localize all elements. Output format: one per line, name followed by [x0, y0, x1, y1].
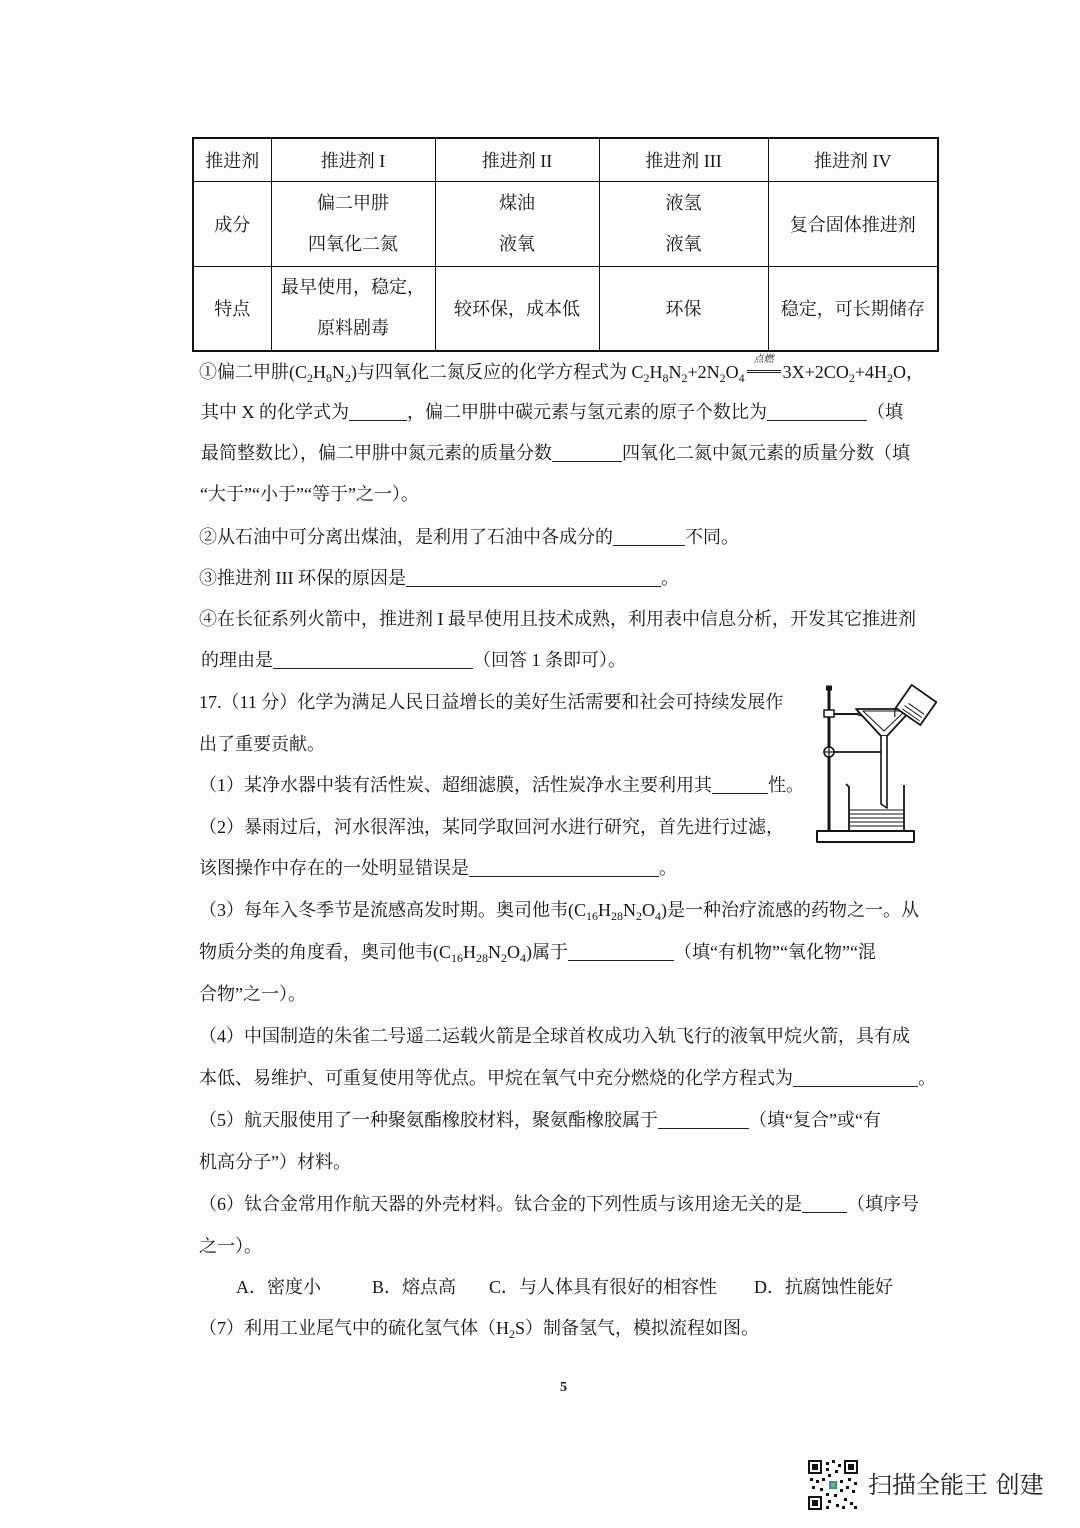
text: （填 — [867, 402, 903, 422]
text: +4H — [854, 362, 887, 382]
table-row-composition — [193, 181, 938, 266]
text: S）制备氢气，模拟流程如图。 — [515, 1318, 760, 1338]
q16-line-3 — [201, 441, 910, 465]
text: ①偏二甲肼(C — [199, 362, 307, 382]
answer-blank — [568, 943, 674, 961]
subscript: 2 — [886, 371, 893, 385]
propellant-table — [192, 137, 939, 352]
header-cell-propellant-1: 推进剂 I — [271, 138, 435, 181]
text: O — [725, 362, 739, 382]
header-cell-propellant-4: 推进剂 IV — [768, 138, 938, 181]
text: 的理由是 — [201, 650, 273, 670]
cell-line: 液氧 — [665, 233, 702, 254]
text: 。 — [659, 858, 677, 878]
text: 不同。 — [685, 527, 739, 547]
table-cell: 环保 — [599, 266, 768, 351]
text: 物质分类的角度看，奥司他韦(C — [199, 942, 451, 962]
table-cell: 稳定，可长期储存 — [768, 266, 938, 351]
subscript: 4 — [520, 951, 526, 965]
q16-line-7: ④在长征系列火箭中，推进剂 I 最早使用且技术成熟，利用表中信息分析，开发其它推进剂 — [199, 609, 916, 629]
q17-line-12: 机高分子”）材料。 — [199, 1152, 351, 1172]
q17-line-13 — [199, 1192, 919, 1216]
header-cell-propellant-2: 推进剂 II — [435, 138, 599, 181]
text: N — [332, 362, 345, 382]
table-cell: 复合固体推进剂 — [768, 181, 938, 266]
text: H — [313, 362, 326, 382]
text: N — [623, 900, 636, 920]
q17-line-15 — [199, 1316, 759, 1340]
scanner-watermark: 扫描全能王 创建 — [868, 1471, 1044, 1499]
row-label-features: 特点 — [193, 266, 271, 351]
subscript: 2 — [509, 1327, 515, 1341]
subscript: 4 — [655, 909, 661, 923]
q17-line-10 — [199, 1066, 936, 1090]
cell-line: 最早使用，稳定， — [281, 277, 425, 298]
text: +2N — [687, 362, 720, 382]
qr-code-icon — [808, 1460, 858, 1510]
text: )属于 — [526, 942, 568, 962]
option-a: A．密度小 — [236, 1277, 321, 1297]
subscript: 4 — [738, 371, 745, 385]
answer-blank — [658, 1111, 749, 1129]
q17-line-9: （4）中国制造的朱雀二号遥二运载火箭是全球首枚成功入轨飞行的液氧甲烷火箭，具有成 — [199, 1026, 910, 1046]
answer-blank — [767, 403, 867, 421]
text: O — [642, 900, 655, 920]
text: （回答 1 条即可）。 — [473, 650, 626, 670]
text: ，偏二甲肼中碳元素与氢元素的原子个数比为 — [407, 402, 767, 422]
table-cell — [271, 266, 435, 351]
cell-line: 四氧化二氮 — [308, 233, 398, 254]
q17-line-8: 合物”之一）。 — [199, 984, 306, 1004]
answer-blank — [349, 403, 407, 421]
option-d: D．抗腐蚀性能好 — [754, 1277, 893, 1297]
q16-line-8 — [201, 648, 626, 672]
text: )是一种治疗流感的药物之一。从 — [661, 900, 919, 920]
text: N — [668, 362, 682, 382]
header-cell-propellant-3: 推进剂 III — [599, 138, 768, 181]
subscript: 2 — [501, 951, 507, 965]
subscript: 2 — [719, 371, 726, 385]
q16-line-6 — [199, 566, 679, 590]
table-cell — [271, 181, 435, 266]
option-b: B．熔点高 — [372, 1277, 457, 1297]
q17-line-7 — [199, 940, 876, 964]
subscript: 2 — [848, 371, 855, 385]
answer-blank — [469, 859, 659, 877]
text: N — [488, 942, 501, 962]
subscript: 16 — [586, 909, 598, 923]
text: 该图操作中存在的一处明显错误是 — [199, 858, 469, 878]
text: 性。 — [768, 775, 804, 795]
answer-blank — [712, 776, 768, 794]
text: 四氧化二氮中氮元素的质量分数（填 — [622, 443, 910, 463]
table-cell — [599, 181, 768, 266]
q17-line-1: 17.（11 分）化学为满足人民日益增长的美好生活需要和社会可持续发展作 — [199, 692, 784, 712]
text: 本低、易维护、可重复使用等优点。甲烷在氧气中充分燃烧的化学方程式为 — [199, 1068, 793, 1088]
text: O — [507, 942, 520, 962]
filtration-apparatus-icon — [810, 684, 940, 849]
cell-line: 原料剧毒 — [317, 318, 389, 339]
subscript: 8 — [326, 371, 332, 385]
subscript: 8 — [662, 371, 669, 385]
answer-blank — [552, 444, 622, 462]
text: ③推进剂 III 环保的原因是 — [199, 568, 406, 588]
subscript: 2 — [307, 371, 313, 385]
text: （6）钛合金常用作航天器的外壳材料。钛合金的下列性质与该用途无关的是 — [199, 1194, 802, 1214]
text: （7）利用工业尾气中的硫化氢气体（H — [199, 1318, 509, 1338]
subscript: 28 — [611, 909, 623, 923]
text: 最简整数比），偏二甲肼中氮元素的质量分数 — [201, 443, 552, 463]
answer-blank — [793, 1069, 918, 1087]
q17-line-11 — [199, 1108, 881, 1132]
cell-line: 液氢 — [665, 192, 702, 213]
table-cell: 较环保，成本低 — [435, 266, 599, 351]
text: ②从石油中可分离出煤油，是利用了石油中各成分的 — [199, 527, 613, 547]
text: （填“有机物”“氧化物”“混 — [674, 942, 876, 962]
page-number: 5 — [560, 1380, 567, 1395]
answer-blank — [273, 651, 473, 669]
q16-line-5 — [199, 525, 739, 549]
text: 3X+2CO — [782, 362, 849, 382]
subscript: 2 — [345, 371, 351, 385]
text: 。 — [918, 1068, 936, 1088]
text: （填“复合”或“有 — [749, 1110, 881, 1130]
table-header-row — [193, 138, 938, 181]
cell-line: 液氧 — [499, 233, 535, 254]
cell-line: 偏二甲肼 — [317, 192, 389, 213]
text: )与四氧化二氮反应的化学方程式为 C — [351, 362, 644, 382]
text: （3）每年入冬季节是流感高发时期。奥司他韦(C — [199, 900, 586, 920]
option-c: C．与人体具有很好的相容性 — [489, 1277, 718, 1297]
q17-line-14: 之一）。 — [199, 1236, 262, 1256]
q17-line-2: 出了重要贡献。 — [199, 734, 325, 754]
text: H — [463, 942, 476, 962]
header-cell-propellant: 推进剂 — [193, 138, 271, 181]
answer-blank — [613, 528, 685, 546]
subscript: 2 — [643, 371, 650, 385]
text: （1）某净水器中装有活性炭、超细滤膜，活性炭净水主要利用其 — [199, 775, 712, 795]
cell-line: 煤油 — [499, 192, 535, 213]
reaction-arrow — [747, 354, 781, 380]
answer-blank — [802, 1195, 847, 1213]
row-label-composition: 成分 — [193, 181, 271, 266]
q17-line-5 — [199, 856, 677, 880]
q17-line-4: （2）暴雨过后，河水很浑浊，某同学取回河水进行研究，首先进行过滤， — [199, 817, 784, 837]
subscript: 16 — [451, 951, 463, 965]
text: （5）航天服使用了一种聚氨酯橡胶材料，聚氨酯橡胶属于 — [199, 1110, 658, 1130]
text: 其中 X 的化学式为 — [201, 402, 349, 422]
text: H — [649, 362, 663, 382]
subscript: 2 — [681, 371, 688, 385]
answer-blank — [406, 569, 661, 587]
q16-line-4: “大于”“小于”“等于”之一）。 — [200, 484, 419, 504]
q17-line-3 — [199, 773, 804, 797]
q16-line-1 — [199, 354, 924, 385]
text: O， — [892, 362, 924, 382]
q16-line-2 — [201, 400, 903, 424]
text: H — [598, 900, 611, 920]
table-cell — [435, 181, 599, 266]
text: 。 — [660, 568, 679, 588]
subscript: 28 — [476, 951, 488, 965]
reaction-condition: 点燃 — [753, 354, 774, 365]
q17-line-6 — [199, 898, 919, 922]
text: （填序号 — [847, 1194, 919, 1214]
subscript: 2 — [636, 909, 642, 923]
table-row-features — [193, 266, 938, 351]
